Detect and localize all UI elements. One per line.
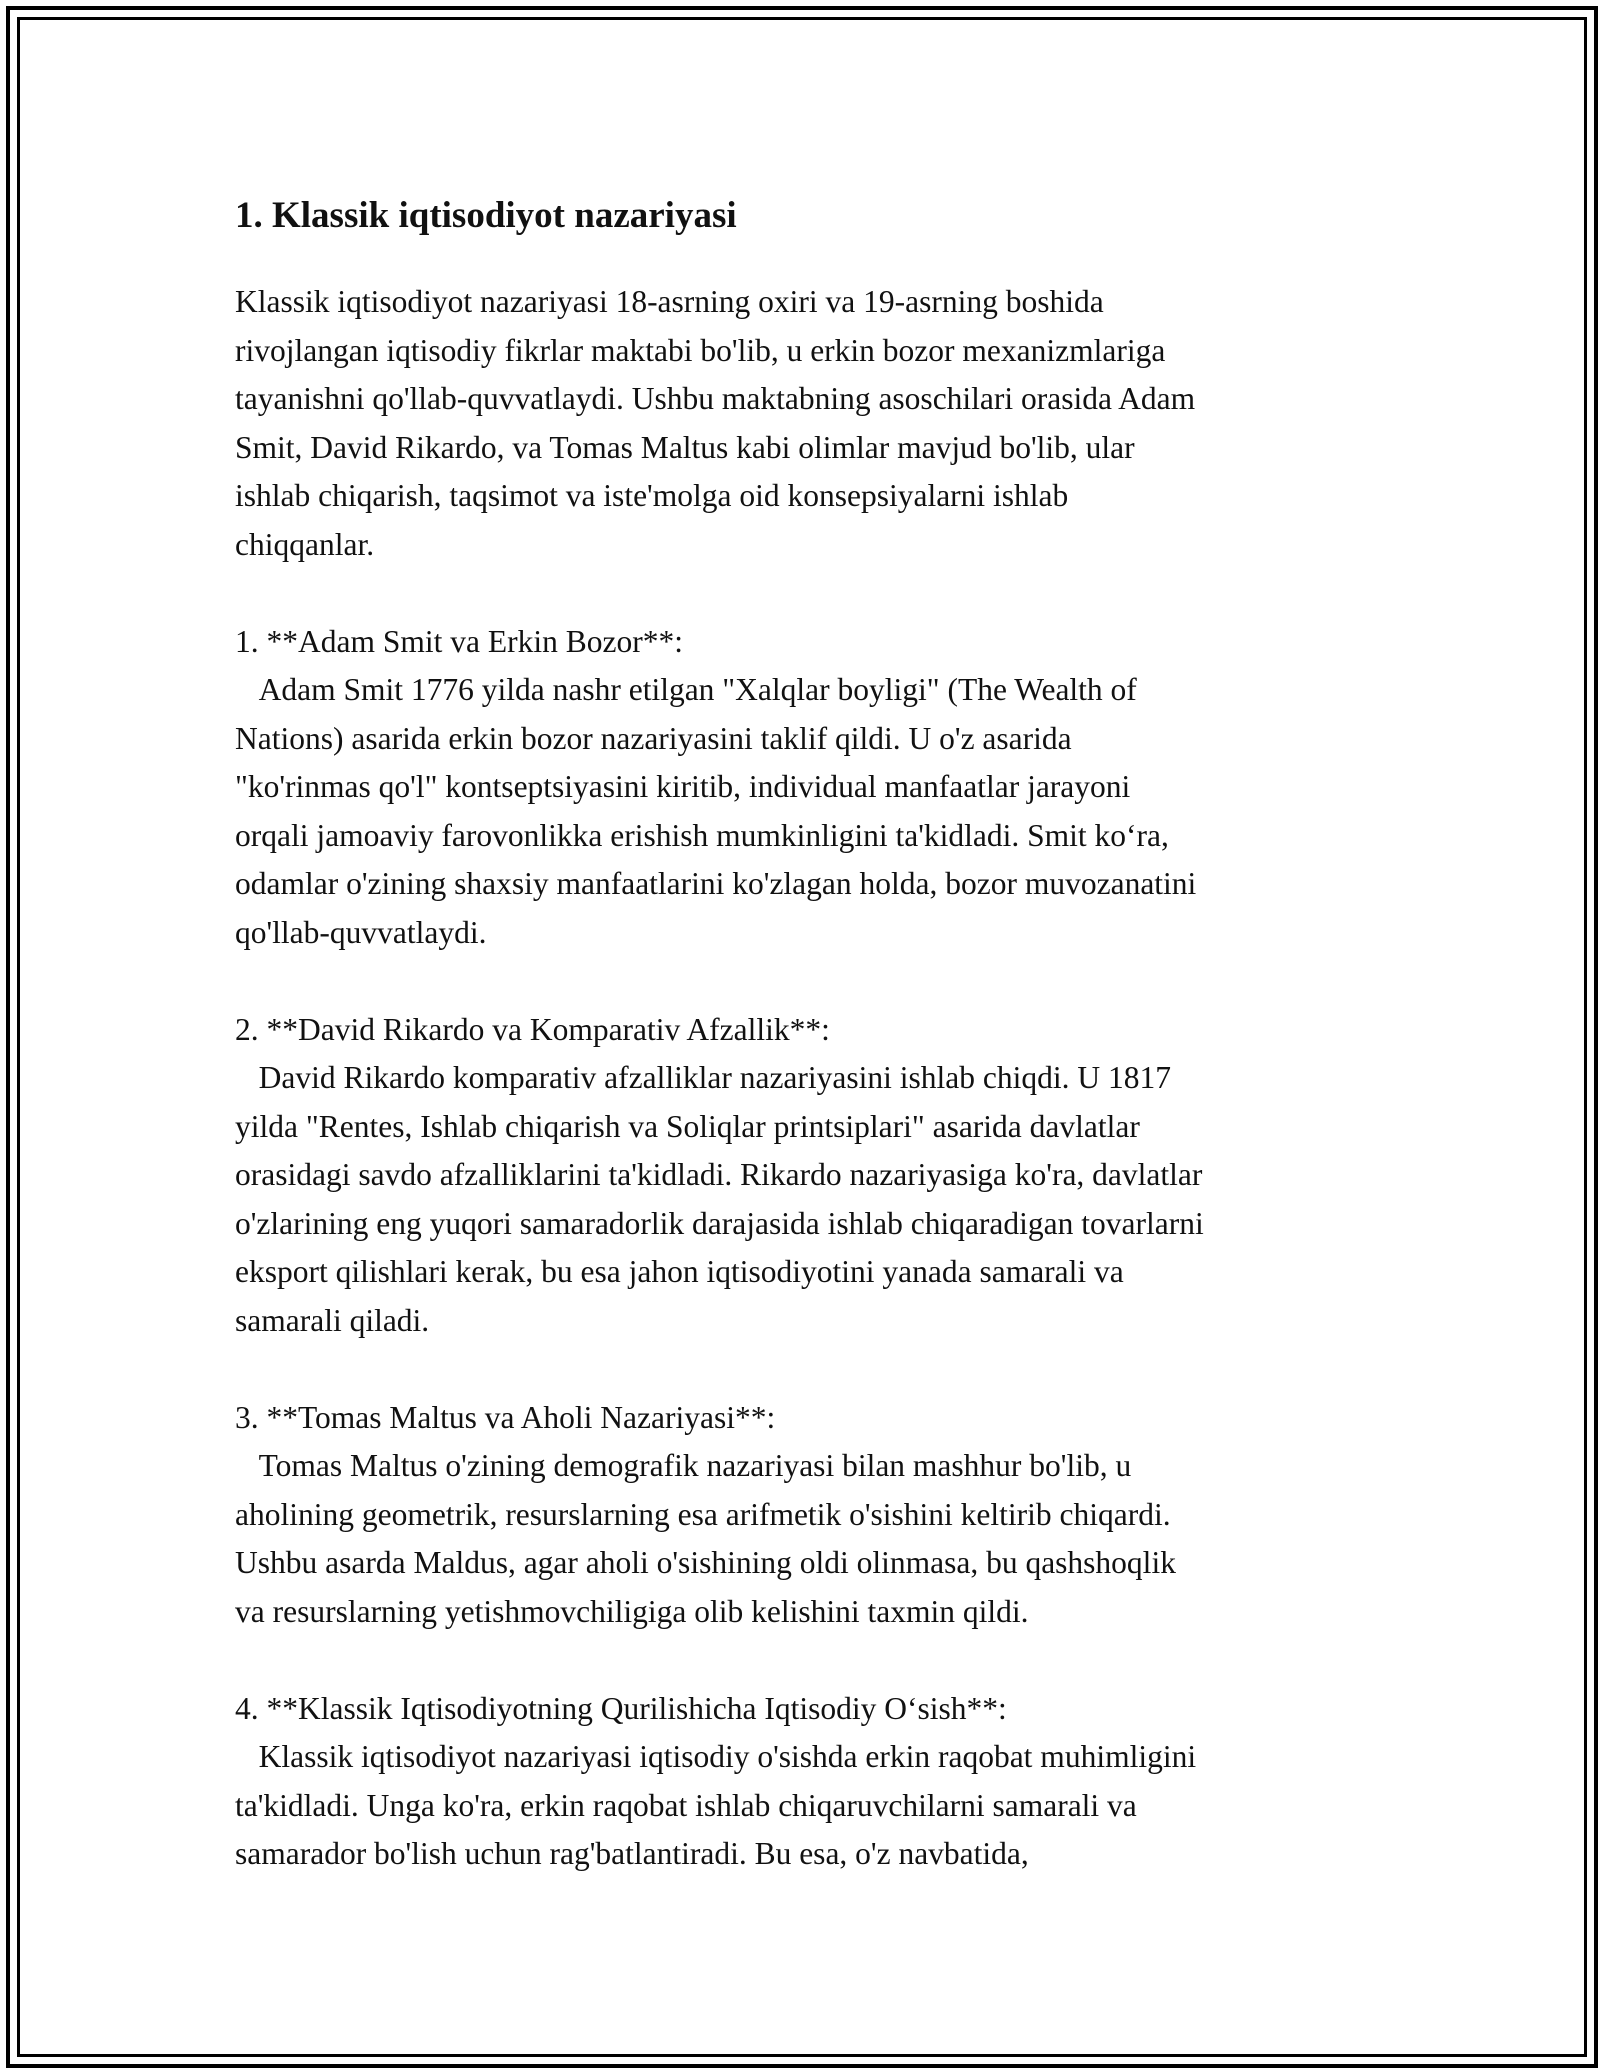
document-body	[235, 180, 1385, 1879]
section-body: Tomas Maltus o'zining demografik nazariyasi bilan mashhur bo'lib, u aholining geometrik, resurslarning esa arifmetik o'sishini keltirib chiqardi. Ushbu asarda Maldus, agar aholi o'sishining oldi olinmasa, bu qashshoqlik va resurslarning yetishmovchiligiga olib kelishini taxmin qildi.	[235, 1448, 1176, 1629]
section-body: David Rikardo komparativ afzalliklar nazariyasini ishlab chiqdi. U 1817 yilda "Rentes, Ishlab chiqarish va Soliqlar printsiplari" asarida davlatlar orasidagi savdo afzalliklarini ta'kidladi. Rikardo nazariyasiga ko'ra, davlatlar o'zlarining eng yuqori samaradorlik darajasida ishlab chiqaradigan tovarlarni eksport qilishlari kerak, bu esa jahon iqtisodiyotini yanada samarali va samarali qiladi.	[235, 1060, 1204, 1338]
section-tomas-maltus	[235, 1394, 1385, 1637]
section-heading: 4. **Klassik Iqtisodiyotning Qurilishicha Iqtisodiy O‘sish**:	[235, 1690, 1007, 1726]
section-heading: 1. **Adam Smit va Erkin Bozor**:	[235, 623, 683, 659]
section-heading: 2. **David Rikardo va Komparativ Afzallik**:	[235, 1011, 830, 1047]
section-body: Adam Smit 1776 yilda nashr etilgan "Xalqlar boyligi" (The Wealth of Nations) asarida erkin bozor nazariyasini taklif qildi. U o'z asarida "ko'rinmas qo'l" kontseptsiyasini kiritib, individual manfaatlar jarayoni orqali jamoaviy farovonlikka erishish mumkinligini ta'kidladi. Smit ko‘ra, odamlar o'zining shaxsiy manfaatlarini ko'zlagan holda, bozor muvozanatini qo'llab-quvvatlaydi.	[235, 672, 1197, 950]
section-heading: 3. **Tomas Maltus va Aholi Nazariyasi**:	[235, 1399, 776, 1435]
page-title: 1. Klassik iqtisodiyot nazariyasi	[235, 195, 737, 236]
section-iqtisodiy-osish	[235, 1685, 1385, 1879]
section-david-rikardo	[235, 1006, 1385, 1346]
section-adam-smit	[235, 618, 1385, 958]
section-body: Klassik iqtisodiyot nazariyasi iqtisodiy o'sishda erkin raqobat muhimligini ta'kidladi. Unga ko'ra, erkin raqobat ishlab chiqaruvchilarni samarali va samarador bo'lish uchun rag'batlantiradi. Bu esa, o'z navbatida,	[235, 1739, 1197, 1871]
intro-paragraph: Klassik iqtisodiyot nazariyasi 18-asrning oxiri va 19-asrning boshida rivojlangan iqtisodiy fikrlar maktabi bo'lib, u erkin bozor mexanizmlariga tayanishni qo'llab-quvvatlaydi. Ushbu maktabning asoschilari orasida Adam Smit, David Rikardo, va Tomas Maltus kabi olimlar mavjud bo'lib, ular ishlab chiqarish, taqsimot va iste'molga oid konsepsiyalarni ishlab chiqqanlar.	[235, 284, 1196, 562]
